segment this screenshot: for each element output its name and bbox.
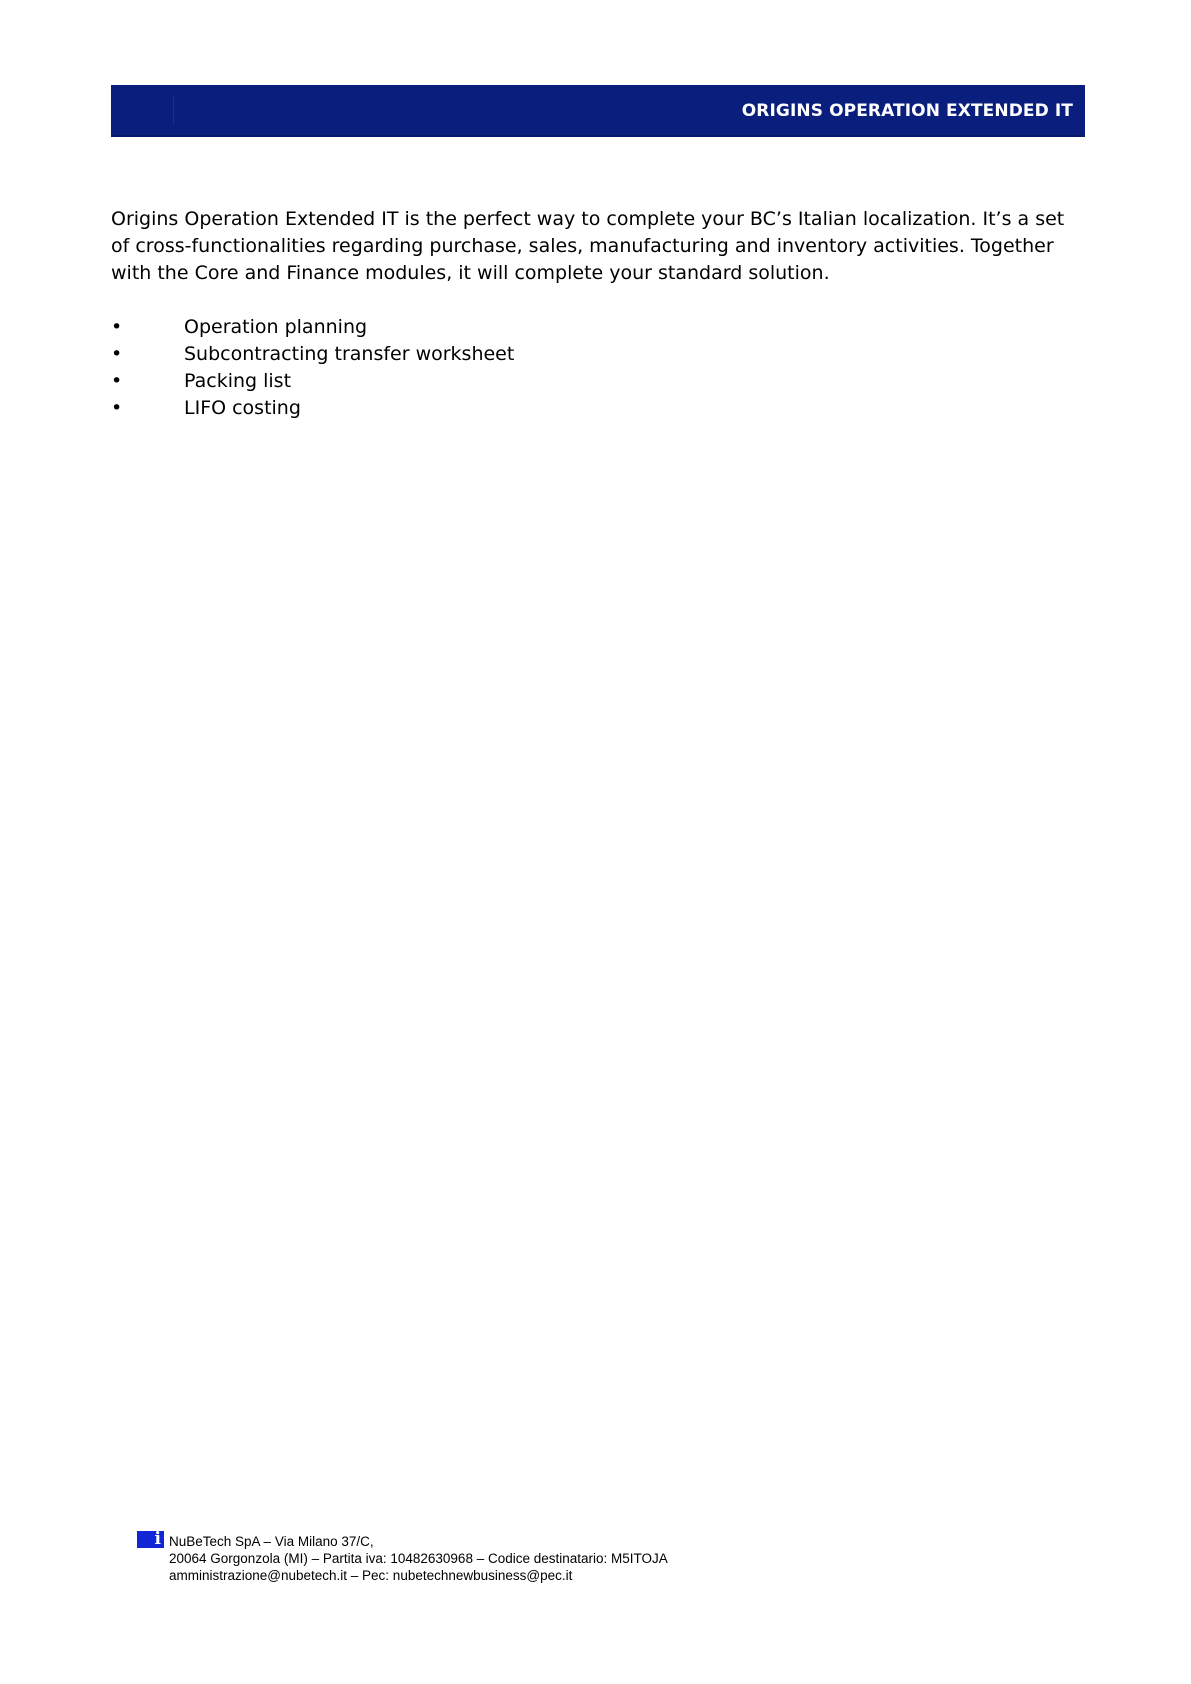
feature-list: [111, 314, 1011, 422]
list-item-label: LIFO costing: [184, 397, 301, 419]
list-item: [111, 395, 1011, 422]
header-title: ORIGINS OPERATION EXTENDED IT: [741, 101, 1073, 121]
list-item-label: Subcontracting transfer worksheet: [184, 343, 515, 365]
list-item-label: Packing list: [184, 370, 292, 392]
list-item-label: Operation planning: [184, 316, 368, 338]
bullet: •: [111, 370, 123, 392]
list-item: [111, 314, 1011, 341]
list-item: [111, 341, 1011, 368]
footer-line-registration: 20064 Gorgonzola (MI) – Partita iva: 10482630968 – Codice destinatario: M5ITOJA: [169, 1551, 668, 1566]
bullet: •: [111, 397, 123, 419]
bullet: •: [111, 316, 123, 338]
footer-address: [169, 1533, 668, 1584]
header-bar: [111, 85, 1085, 137]
intro-paragraph: Origins Operation Extended IT is the perfect way to complete your BC’s Italian localization. It’s a set of cross-functionalities regarding purchase, sales, manufacturing and inventory activities. Together with the Core and Finance modules, it will complete your standard solution.: [111, 208, 1065, 284]
info-icon: i: [137, 1531, 164, 1548]
bullet: •: [111, 343, 123, 365]
footer-line-contacts: amministrazione@nubetech.it – Pec: nubetechnewbusiness@pec.it: [169, 1568, 573, 1583]
header-divider: [173, 97, 174, 125]
footer-line-company: NuBeTech SpA – Via Milano 37/C,: [169, 1534, 374, 1549]
list-item: [111, 368, 1011, 395]
